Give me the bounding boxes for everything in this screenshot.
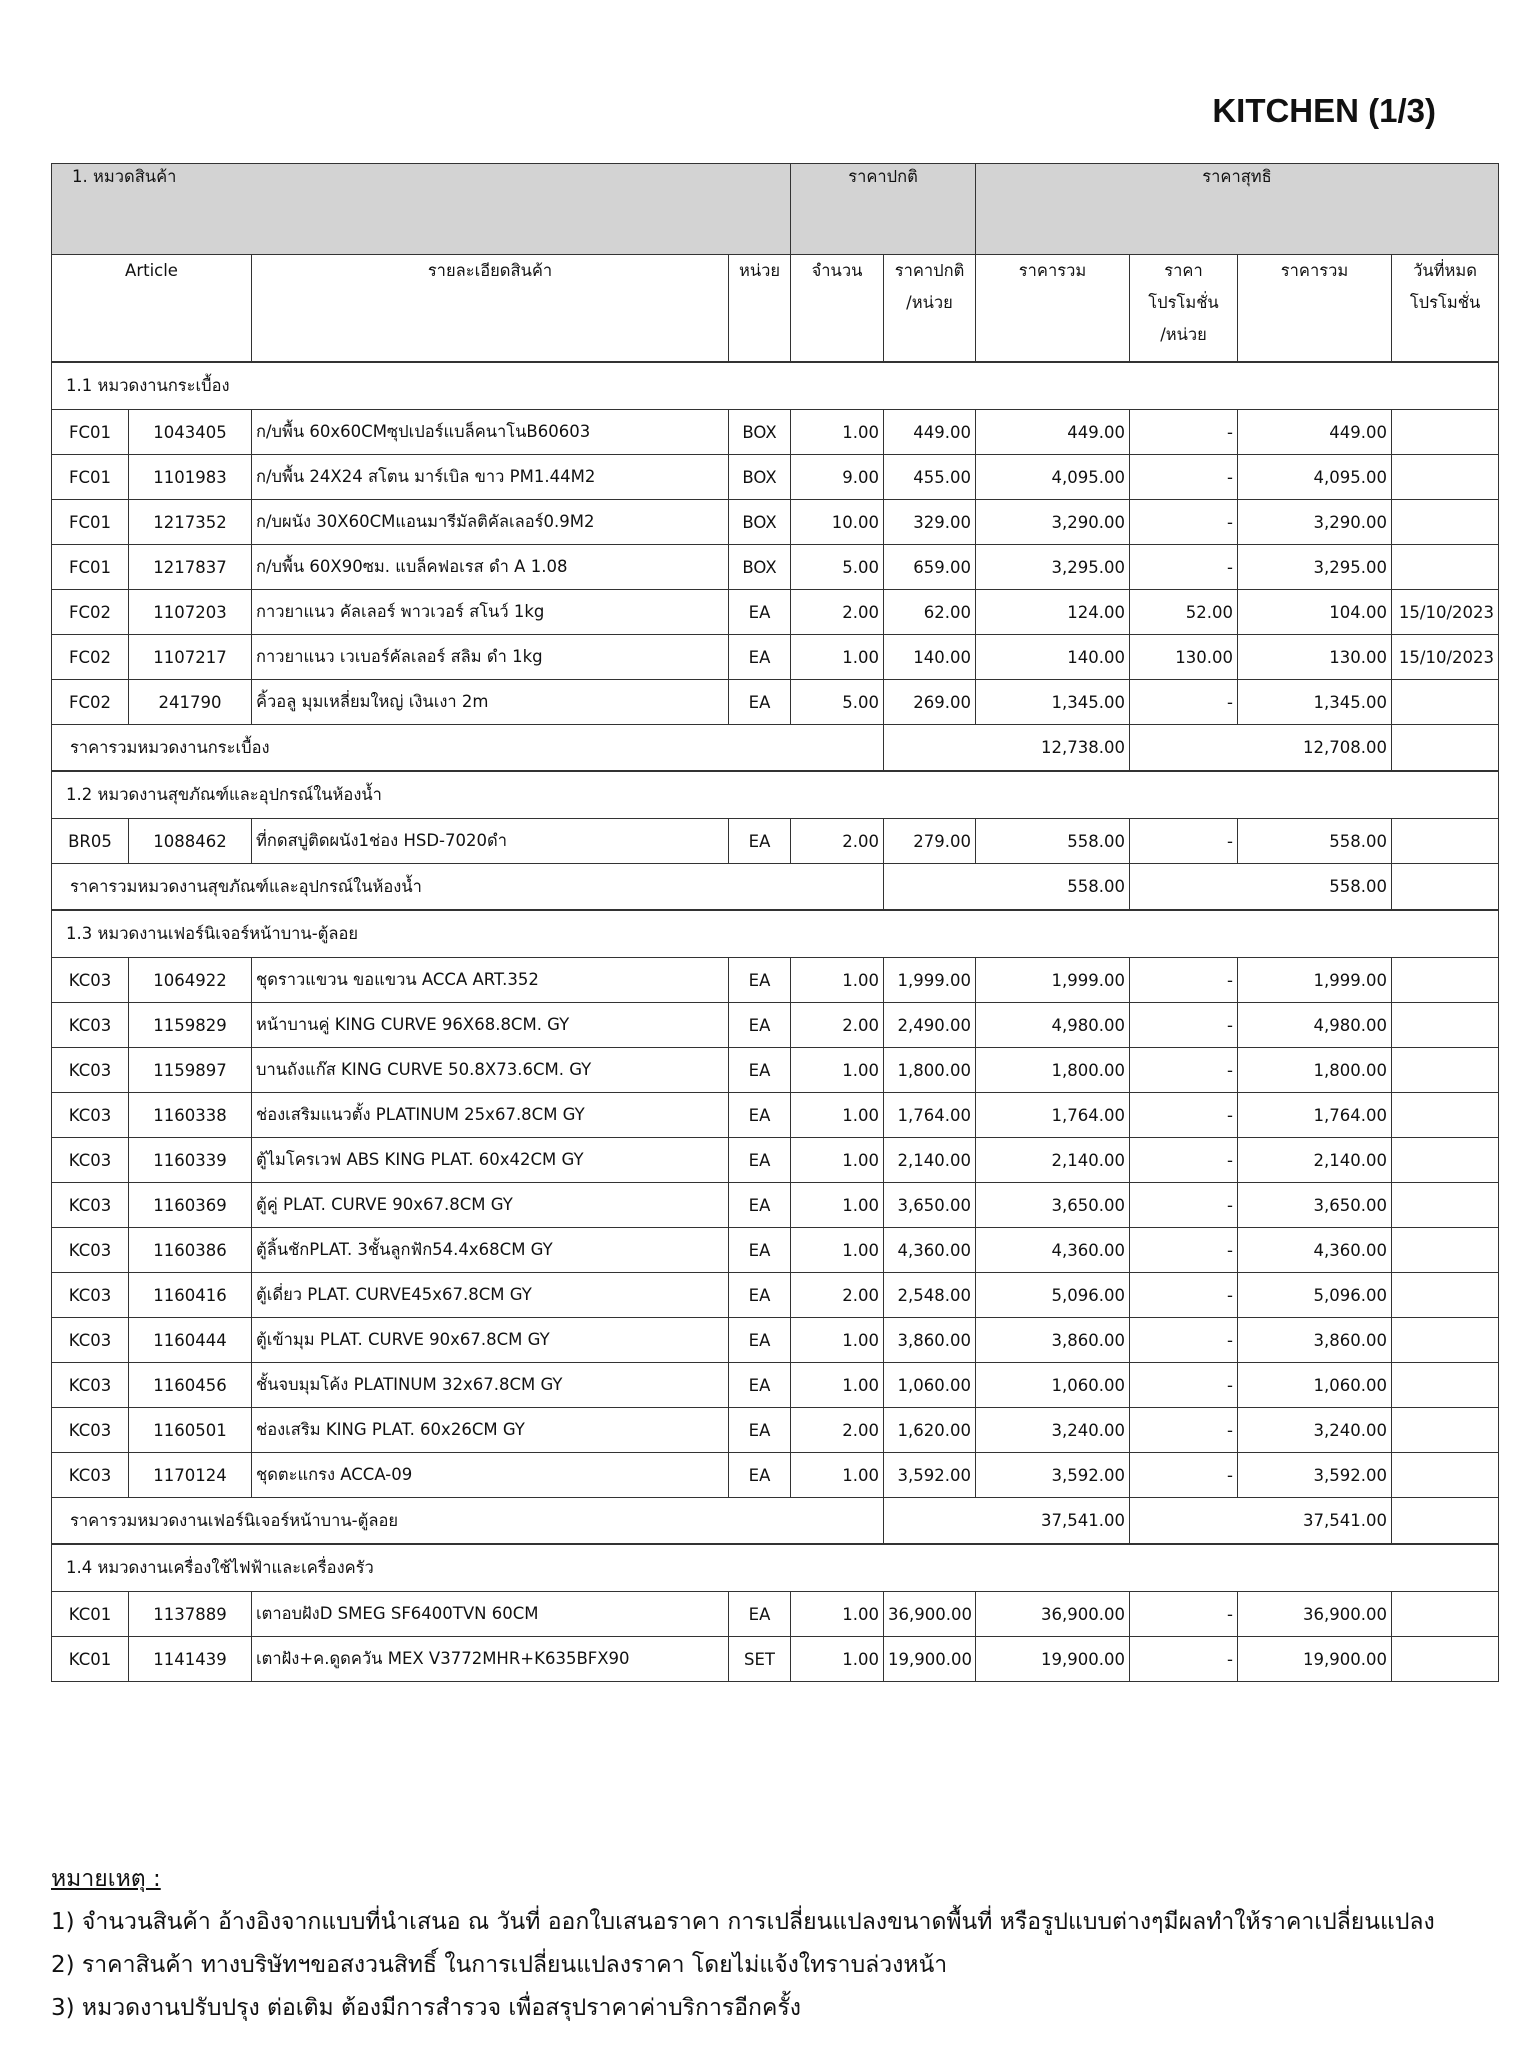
item-promo-price: - <box>1130 1363 1238 1408</box>
col-promo-header <box>1130 255 1238 363</box>
item-promo-end <box>1392 958 1499 1003</box>
item-qty: 1.00 <box>791 410 884 455</box>
item-code: FC01 <box>52 545 129 590</box>
item-article: 241790 <box>129 680 252 725</box>
item-unit: BOX <box>729 455 791 500</box>
item-net-total: 4,360.00 <box>1238 1228 1392 1273</box>
item-code: FC02 <box>52 680 129 725</box>
item-code: KC01 <box>52 1592 129 1637</box>
item-promo-end <box>1392 1363 1499 1408</box>
item-unit-price: 3,650.00 <box>884 1183 976 1228</box>
table-row <box>52 1592 1499 1637</box>
item-unit: EA <box>729 1003 791 1048</box>
item-description: ชุดราวแขวน ขอแขวน ACCA ART.352 <box>252 958 729 1003</box>
section-title: 1.4 หมวดงานเครื่องใช้ไฟฟ้าและเครื่องครัว <box>52 1544 1499 1592</box>
item-code: KC03 <box>52 1318 129 1363</box>
item-unit-price: 1,800.00 <box>884 1048 976 1093</box>
item-promo-end <box>1392 455 1499 500</box>
item-description: บานถังแก๊ส KING CURVE 50.8X73.6CM. GY <box>252 1048 729 1093</box>
item-description: ช่องเสริมแนวตั้ง PLATINUM 25x67.8CM GY <box>252 1093 729 1138</box>
item-code: FC01 <box>52 500 129 545</box>
item-unit: EA <box>729 1228 791 1273</box>
item-unit: BOX <box>729 410 791 455</box>
item-code: FC01 <box>52 410 129 455</box>
section-header-row <box>52 1544 1499 1592</box>
col-unit-price-line2: /หน่วย <box>906 293 953 312</box>
item-code: KC03 <box>52 1048 129 1093</box>
item-unit-price: 449.00 <box>884 410 976 455</box>
subtotal-regular: 12,738.00 <box>884 725 1130 772</box>
item-promo-end: 15/10/2023 <box>1392 590 1499 635</box>
table-row <box>52 958 1499 1003</box>
item-total: 3,290.00 <box>976 500 1130 545</box>
remarks-title: หมายเหตุ : <box>51 1866 161 1892</box>
item-qty: 1.00 <box>791 1453 884 1498</box>
col-promo-line2: โปรโมชั่น <box>1148 293 1219 312</box>
item-qty: 1.00 <box>791 1637 884 1682</box>
item-article: 1160339 <box>129 1138 252 1183</box>
item-article: 1101983 <box>129 455 252 500</box>
item-promo-price: - <box>1130 455 1238 500</box>
item-net-total: 4,095.00 <box>1238 455 1392 500</box>
regular-price-group-header: ราคาปกติ <box>791 164 976 255</box>
item-description: ชุดตะแกรง ACCA-09 <box>252 1453 729 1498</box>
subtotal-regular: 558.00 <box>884 864 1130 911</box>
item-description: ก/บพื้น 60X90ซม. แบล็คฟอเรส ดำ A 1.08 <box>252 545 729 590</box>
subtotal-net: 37,541.00 <box>1130 1498 1392 1545</box>
item-unit-price: 2,548.00 <box>884 1273 976 1318</box>
item-promo-end <box>1392 1408 1499 1453</box>
item-total: 1,999.00 <box>976 958 1130 1003</box>
item-qty: 1.00 <box>791 958 884 1003</box>
item-promo-price: 52.00 <box>1130 590 1238 635</box>
item-code: FC02 <box>52 635 129 680</box>
table-row <box>52 1183 1499 1228</box>
item-promo-price: - <box>1130 1228 1238 1273</box>
table-row <box>52 1273 1499 1318</box>
item-promo-price: - <box>1130 958 1238 1003</box>
table-row <box>52 819 1499 864</box>
item-promo-price: - <box>1130 1093 1238 1138</box>
subtotal-empty <box>1392 725 1499 772</box>
item-code: FC01 <box>52 455 129 500</box>
item-code: KC03 <box>52 1228 129 1273</box>
item-description: ตู้เข้ามุม PLAT. CURVE 90x67.8CM GY <box>252 1318 729 1363</box>
subtotal-regular: 37,541.00 <box>884 1498 1130 1545</box>
item-unit: BOX <box>729 545 791 590</box>
item-qty: 2.00 <box>791 1408 884 1453</box>
item-unit: BOX <box>729 500 791 545</box>
item-unit-price: 329.00 <box>884 500 976 545</box>
item-code: KC03 <box>52 1363 129 1408</box>
item-description: คิ้วอลู มุมเหลี่ยมใหญ่ เงินเงา 2m <box>252 680 729 725</box>
item-promo-end <box>1392 1093 1499 1138</box>
item-qty: 1.00 <box>791 1048 884 1093</box>
subtotal-label: ราคารวมหมวดงานกระเบื้อง <box>52 725 884 772</box>
item-net-total: 1,999.00 <box>1238 958 1392 1003</box>
item-unit-price: 1,999.00 <box>884 958 976 1003</box>
col-promo-end-header <box>1392 255 1499 363</box>
item-promo-price: - <box>1130 1408 1238 1453</box>
table-row <box>52 1408 1499 1453</box>
item-total: 4,360.00 <box>976 1228 1130 1273</box>
item-unit: EA <box>729 1592 791 1637</box>
col-description-header: รายละเอียดสินค้า <box>252 255 729 363</box>
item-promo-price: - <box>1130 1592 1238 1637</box>
col-promo-end-line2: โปรโมชั่น <box>1409 293 1481 312</box>
section-header-row <box>52 910 1499 958</box>
item-net-total: 104.00 <box>1238 590 1392 635</box>
col-unit-price-line1: ราคาปกติ <box>894 261 965 280</box>
col-total-header: ราคารวม <box>976 255 1130 363</box>
item-promo-price: 130.00 <box>1130 635 1238 680</box>
table-row <box>52 680 1499 725</box>
item-net-total: 3,592.00 <box>1238 1453 1392 1498</box>
col-unit-header: หน่วย <box>729 255 791 363</box>
item-total: 3,295.00 <box>976 545 1130 590</box>
item-code: KC03 <box>52 1273 129 1318</box>
item-promo-end <box>1392 1318 1499 1363</box>
item-promo-end <box>1392 1048 1499 1093</box>
item-promo-end: 15/10/2023 <box>1392 635 1499 680</box>
item-unit-price: 2,140.00 <box>884 1138 976 1183</box>
item-total: 1,800.00 <box>976 1048 1130 1093</box>
item-qty: 1.00 <box>791 1093 884 1138</box>
item-net-total: 558.00 <box>1238 819 1392 864</box>
item-code: KC03 <box>52 1453 129 1498</box>
item-total: 5,096.00 <box>976 1273 1130 1318</box>
subtotal-net: 12,708.00 <box>1130 725 1392 772</box>
subtotal-net: 558.00 <box>1130 864 1392 911</box>
item-promo-end <box>1392 1637 1499 1682</box>
item-promo-price: - <box>1130 1318 1238 1363</box>
item-unit: EA <box>729 590 791 635</box>
item-description: ช่องเสริม KING PLAT. 60x26CM GY <box>252 1408 729 1453</box>
item-total: 124.00 <box>976 590 1130 635</box>
item-article: 1160456 <box>129 1363 252 1408</box>
col-article-header: Article <box>52 255 252 363</box>
item-net-total: 1,800.00 <box>1238 1048 1392 1093</box>
item-qty: 2.00 <box>791 1273 884 1318</box>
item-unit: EA <box>729 1408 791 1453</box>
item-code: FC02 <box>52 590 129 635</box>
item-promo-price: - <box>1130 1138 1238 1183</box>
item-article: 1170124 <box>129 1453 252 1498</box>
item-unit-price: 140.00 <box>884 635 976 680</box>
header-row-columns <box>52 255 1499 363</box>
item-description: ชั้นจบมุมโค้ง PLATINUM 32x67.8CM GY <box>252 1363 729 1408</box>
table-row <box>52 1453 1499 1498</box>
item-description: ตู้ลิ้นชักPLAT. 3ชั้นลูกฟัก54.4x68CM GY <box>252 1228 729 1273</box>
table-row <box>52 1138 1499 1183</box>
item-total: 558.00 <box>976 819 1130 864</box>
item-article: 1137889 <box>129 1592 252 1637</box>
item-promo-price: - <box>1130 1453 1238 1498</box>
subtotal-label: ราคารวมหมวดงานสุขภัณฑ์และอุปกรณ์ในห้องน้ำ <box>52 864 884 911</box>
item-unit-price: 62.00 <box>884 590 976 635</box>
category-title: 1. หมวดสินค้า <box>52 164 791 255</box>
item-promo-price: - <box>1130 819 1238 864</box>
subtotal-row <box>52 725 1499 772</box>
item-net-total: 2,140.00 <box>1238 1138 1392 1183</box>
item-article: 1160501 <box>129 1408 252 1453</box>
item-code: BR05 <box>52 819 129 864</box>
item-qty: 5.00 <box>791 680 884 725</box>
subtotal-row <box>52 864 1499 911</box>
table-row <box>52 1637 1499 1682</box>
item-net-total: 5,096.00 <box>1238 1273 1392 1318</box>
section-title: 1.1 หมวดงานกระเบื้อง <box>52 362 1499 410</box>
item-code: KC03 <box>52 958 129 1003</box>
table-row <box>52 1228 1499 1273</box>
item-promo-end <box>1392 819 1499 864</box>
item-article: 1159829 <box>129 1003 252 1048</box>
item-description: ตู้คู่ PLAT. CURVE 90x67.8CM GY <box>252 1183 729 1228</box>
item-unit: EA <box>729 1048 791 1093</box>
item-promo-end <box>1392 500 1499 545</box>
item-promo-end <box>1392 545 1499 590</box>
item-unit: EA <box>729 680 791 725</box>
item-promo-price: - <box>1130 1273 1238 1318</box>
item-qty: 1.00 <box>791 1318 884 1363</box>
item-code: KC01 <box>52 1637 129 1682</box>
item-qty: 1.00 <box>791 1363 884 1408</box>
item-code: KC03 <box>52 1138 129 1183</box>
item-total: 1,060.00 <box>976 1363 1130 1408</box>
item-unit: EA <box>729 958 791 1003</box>
item-description: ก/บพื้น 60x60CMซุปเปอร์แบล็คนาโนB60603 <box>252 410 729 455</box>
item-net-total: 3,860.00 <box>1238 1318 1392 1363</box>
item-unit: EA <box>729 1273 791 1318</box>
item-article: 1043405 <box>129 410 252 455</box>
item-total: 3,592.00 <box>976 1453 1130 1498</box>
item-description: ตู้ไมโครเวฟ ABS KING PLAT. 60x42CM GY <box>252 1138 729 1183</box>
subtotal-label: ราคารวมหมวดงานเฟอร์นิเจอร์หน้าบาน-ตู้ลอย <box>52 1498 884 1545</box>
item-article: 1160416 <box>129 1273 252 1318</box>
col-promo-line1: ราคา <box>1164 261 1203 280</box>
item-net-total: 449.00 <box>1238 410 1392 455</box>
item-article: 1107217 <box>129 635 252 680</box>
item-promo-end <box>1392 1183 1499 1228</box>
item-article: 1064922 <box>129 958 252 1003</box>
item-total: 3,240.00 <box>976 1408 1130 1453</box>
item-code: KC03 <box>52 1093 129 1138</box>
section-header-row <box>52 771 1499 819</box>
item-net-total: 3,240.00 <box>1238 1408 1392 1453</box>
item-qty: 1.00 <box>791 1228 884 1273</box>
quotation-table <box>51 163 1499 1682</box>
item-unit-price: 1,620.00 <box>884 1408 976 1453</box>
item-net-total: 36,900.00 <box>1238 1592 1392 1637</box>
item-article: 1160444 <box>129 1318 252 1363</box>
table-row <box>52 635 1499 680</box>
section-header-row <box>52 362 1499 410</box>
item-article: 1160369 <box>129 1183 252 1228</box>
item-qty: 2.00 <box>791 819 884 864</box>
quotation-table-body <box>52 164 1499 1682</box>
header-row-group <box>52 164 1499 255</box>
item-description: หน้าบานคู่ KING CURVE 96X68.8CM. GY <box>252 1003 729 1048</box>
col-qty-header: จำนวน <box>791 255 884 363</box>
table-row <box>52 455 1499 500</box>
item-total: 4,980.00 <box>976 1003 1130 1048</box>
table-row <box>52 1363 1499 1408</box>
item-unit: EA <box>729 1453 791 1498</box>
item-promo-end <box>1392 1228 1499 1273</box>
item-unit-price: 659.00 <box>884 545 976 590</box>
table-row <box>52 1093 1499 1138</box>
item-description: ก/บผนัง 30X60CMแอนมารีมัลติคัลเลอร์0.9M2 <box>252 500 729 545</box>
item-article: 1160338 <box>129 1093 252 1138</box>
table-row <box>52 1003 1499 1048</box>
item-article: 1217837 <box>129 545 252 590</box>
page-title: KITCHEN (1/3) <box>1212 92 1436 129</box>
item-promo-price: - <box>1130 410 1238 455</box>
item-unit-price: 269.00 <box>884 680 976 725</box>
item-unit: EA <box>729 819 791 864</box>
item-promo-price: - <box>1130 1003 1238 1048</box>
item-unit-price: 4,360.00 <box>884 1228 976 1273</box>
item-unit-price: 3,592.00 <box>884 1453 976 1498</box>
table-row <box>52 545 1499 590</box>
item-promo-end <box>1392 680 1499 725</box>
item-description: ที่กดสบู่ติดผนัง1ช่อง HSD-7020ดำ <box>252 819 729 864</box>
item-net-total: 3,650.00 <box>1238 1183 1392 1228</box>
item-net-total: 3,295.00 <box>1238 545 1392 590</box>
item-description: ตู้เดี่ยว PLAT. CURVE45x67.8CM GY <box>252 1273 729 1318</box>
item-promo-price: - <box>1130 545 1238 590</box>
item-qty: 1.00 <box>791 635 884 680</box>
item-qty: 1.00 <box>791 1183 884 1228</box>
item-unit: EA <box>729 1183 791 1228</box>
item-unit: EA <box>729 1093 791 1138</box>
item-unit-price: 2,490.00 <box>884 1003 976 1048</box>
table-row <box>52 1318 1499 1363</box>
item-promo-price: - <box>1130 1183 1238 1228</box>
item-unit: EA <box>729 1318 791 1363</box>
item-article: 1088462 <box>129 819 252 864</box>
item-total: 449.00 <box>976 410 1130 455</box>
item-total: 3,860.00 <box>976 1318 1130 1363</box>
section-title: 1.3 หมวดงานเฟอร์นิเจอร์หน้าบาน-ตู้ลอย <box>52 910 1499 958</box>
col-promo-line3: /หน่วย <box>1160 325 1207 344</box>
table-row <box>52 500 1499 545</box>
item-article: 1107203 <box>129 590 252 635</box>
item-unit-price: 3,860.00 <box>884 1318 976 1363</box>
item-qty: 5.00 <box>791 545 884 590</box>
item-promo-price: - <box>1130 500 1238 545</box>
item-unit-price: 455.00 <box>884 455 976 500</box>
remark-line-3: 3) หมวดงานปรับปรุง ต่อเติม ต้องมีการสำรวจ เพื่อสรุปราคาค่าบริการอีกครั้ง <box>51 1995 801 2021</box>
remark-line-2: 2) ราคาสินค้า ทางบริษัทฯขอสงวนสิทธิ์ ในการเปลี่ยนแปลงราคา โดยไม่แจ้งใทราบล่วงหน้า <box>51 1952 948 1978</box>
item-unit-price: 36,900.00 <box>884 1592 976 1637</box>
item-promo-end <box>1392 1138 1499 1183</box>
item-description: กาวยาแนว คัลเลอร์ พาวเวอร์ สโนว์ 1kg <box>252 590 729 635</box>
table-row <box>52 590 1499 635</box>
item-unit: EA <box>729 635 791 680</box>
remark-line-1: 1) จำนวนสินค้า อ้างอิงจากแบบที่นำเสนอ ณ วันที่ ออกใบเสนอราคา การเปลี่ยนแปลงขนาดพื้นที่ หรือรูปแบบต่างๆมีผลทำให้ราคาเปลี่ยนแปลง <box>51 1909 1435 1935</box>
subtotal-row <box>52 1498 1499 1545</box>
item-total: 4,095.00 <box>976 455 1130 500</box>
item-unit-price: 1,060.00 <box>884 1363 976 1408</box>
col-promo-end-line1: วันที่หมด <box>1413 261 1477 280</box>
item-code: KC03 <box>52 1183 129 1228</box>
item-promo-end <box>1392 1453 1499 1498</box>
table-row <box>52 1048 1499 1093</box>
item-total: 3,650.00 <box>976 1183 1130 1228</box>
item-qty: 9.00 <box>791 455 884 500</box>
item-unit: EA <box>729 1363 791 1408</box>
subtotal-empty <box>1392 1498 1499 1545</box>
item-qty: 2.00 <box>791 1003 884 1048</box>
item-total: 140.00 <box>976 635 1130 680</box>
item-code: KC03 <box>52 1003 129 1048</box>
item-net-total: 1,060.00 <box>1238 1363 1392 1408</box>
item-net-total: 4,980.00 <box>1238 1003 1392 1048</box>
item-article: 1160386 <box>129 1228 252 1273</box>
item-total: 1,345.00 <box>976 680 1130 725</box>
item-description: ก/บพื้น 24X24 สโตน มาร์เบิล ขาว PM1.44M2 <box>252 455 729 500</box>
item-promo-price: - <box>1130 680 1238 725</box>
item-promo-end <box>1392 1592 1499 1637</box>
item-article: 1217352 <box>129 500 252 545</box>
item-net-total: 3,290.00 <box>1238 500 1392 545</box>
subtotal-empty <box>1392 864 1499 911</box>
item-description: กาวยาแนว เวเบอร์คัลเลอร์ สลิม ดำ 1kg <box>252 635 729 680</box>
item-total: 2,140.00 <box>976 1138 1130 1183</box>
item-unit-price: 1,764.00 <box>884 1093 976 1138</box>
item-qty: 2.00 <box>791 590 884 635</box>
item-promo-end <box>1392 410 1499 455</box>
item-qty: 1.00 <box>791 1138 884 1183</box>
col-net-total-header: ราคารวม <box>1238 255 1392 363</box>
item-promo-end <box>1392 1273 1499 1318</box>
item-total: 36,900.00 <box>976 1592 1130 1637</box>
item-description: เตาอบฝังD SMEG SF6400TVN 60CM <box>252 1592 729 1637</box>
item-unit: EA <box>729 1138 791 1183</box>
item-net-total: 19,900.00 <box>1238 1637 1392 1682</box>
section-title: 1.2 หมวดงานสุขภัณฑ์และอุปกรณ์ในห้องน้ำ <box>52 771 1499 819</box>
item-description: เตาฝัง+ค.ดูดควัน MEX V3772MHR+K635BFX90 <box>252 1637 729 1682</box>
item-unit-price: 19,900.00 <box>884 1637 976 1682</box>
item-promo-price: - <box>1130 1637 1238 1682</box>
item-net-total: 130.00 <box>1238 635 1392 680</box>
item-total: 19,900.00 <box>976 1637 1130 1682</box>
col-unit-price-header <box>884 255 976 363</box>
item-qty: 1.00 <box>791 1592 884 1637</box>
item-unit: SET <box>729 1637 791 1682</box>
table-row <box>52 410 1499 455</box>
item-article: 1141439 <box>129 1637 252 1682</box>
item-net-total: 1,764.00 <box>1238 1093 1392 1138</box>
item-total: 1,764.00 <box>976 1093 1130 1138</box>
item-net-total: 1,345.00 <box>1238 680 1392 725</box>
item-unit-price: 279.00 <box>884 819 976 864</box>
item-code: KC03 <box>52 1408 129 1453</box>
net-price-group-header: ราคาสุทธิ <box>976 164 1499 255</box>
item-promo-price: - <box>1130 1048 1238 1093</box>
remarks <box>51 1858 1435 2030</box>
item-qty: 10.00 <box>791 500 884 545</box>
item-promo-end <box>1392 1003 1499 1048</box>
item-article: 1159897 <box>129 1048 252 1093</box>
